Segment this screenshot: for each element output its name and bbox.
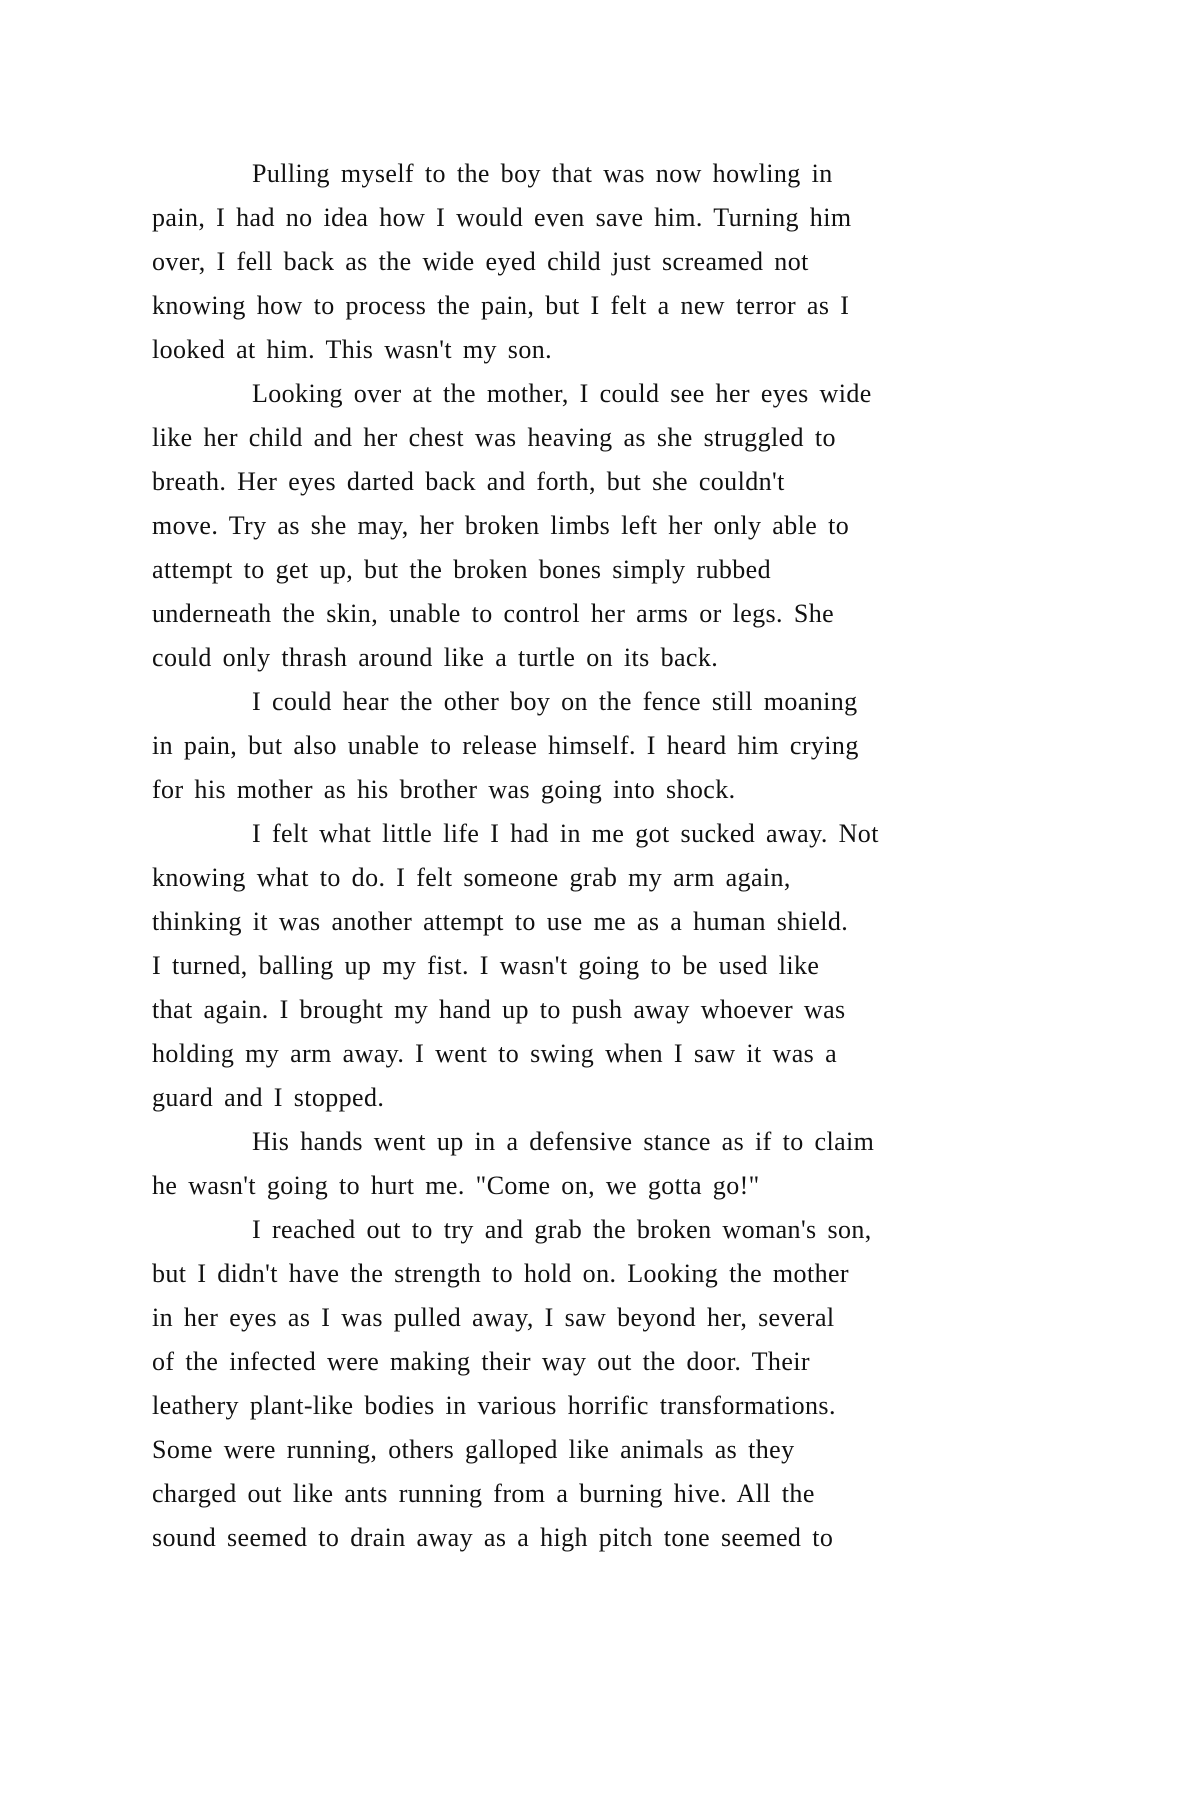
text-line: His hands went up in a defensive stance as if to claim [252, 1127, 875, 1156]
text-line: pain, I had no idea how I would even save him. Turning him [152, 203, 852, 232]
text-line: guard and I stopped. [152, 1083, 385, 1112]
text-line: like her child and her chest was heaving as she struggled to [152, 423, 836, 452]
paragraph [152, 372, 1052, 680]
body-text [152, 152, 1052, 1560]
text-line: Pulling myself to the boy that was now howling in [252, 159, 833, 188]
text-line: over, I fell back as the wide eyed child just screamed not [152, 247, 809, 276]
text-line: knowing what to do. I felt someone grab my arm again, [152, 863, 791, 892]
text-line: I turned, balling up my fist. I wasn't going to be used like [152, 951, 820, 980]
text-line: in her eyes as I was pulled away, I saw beyond her, several [152, 1303, 835, 1332]
text-line: attempt to get up, but the broken bones simply rubbed [152, 555, 771, 584]
paragraph [152, 152, 1052, 372]
text-line: for his mother as his brother was going into shock. [152, 775, 736, 804]
paragraph [152, 1208, 1052, 1560]
text-line: holding my arm away. I went to swing when I saw it was a [152, 1039, 838, 1068]
paragraph [152, 680, 1052, 812]
text-line: move. Try as she may, her broken limbs left her only able to [152, 511, 850, 540]
text-line: Looking over at the mother, I could see her eyes wide [252, 379, 872, 408]
text-line: that again. I brought my hand up to push away whoever was [152, 995, 846, 1024]
text-line: he wasn't going to hurt me. "Come on, we gotta go!" [152, 1171, 760, 1200]
text-line: charged out like ants running from a burning hive. All the [152, 1479, 815, 1508]
text-line: knowing how to process the pain, but I felt a new terror as I [152, 291, 850, 320]
text-line: thinking it was another attempt to use me as a human shield. [152, 907, 849, 936]
text-line: looked at him. This wasn't my son. [152, 335, 553, 364]
text-line: underneath the skin, unable to control her arms or legs. She [152, 599, 835, 628]
paragraph [152, 812, 1052, 1120]
text-line: but I didn't have the strength to hold on. Looking the mother [152, 1259, 849, 1288]
text-line: could only thrash around like a turtle on its back. [152, 643, 719, 672]
paragraph [152, 1120, 1052, 1208]
text-line: I reached out to try and grab the broken woman's son, [252, 1215, 872, 1244]
text-line: Some were running, others galloped like animals as they [152, 1435, 795, 1464]
text-line: breath. Her eyes darted back and forth, but she couldn't [152, 467, 785, 496]
text-line: in pain, but also unable to release himself. I heard him crying [152, 731, 859, 760]
text-line: sound seemed to drain away as a high pitch tone seemed to [152, 1523, 834, 1552]
text-line: I could hear the other boy on the fence still moaning [252, 687, 858, 716]
text-line: leathery plant-like bodies in various horrific transformations. [152, 1391, 836, 1420]
text-line: I felt what little life I had in me got sucked away. Not [252, 819, 879, 848]
text-line: of the infected were making their way out the door. Their [152, 1347, 810, 1376]
